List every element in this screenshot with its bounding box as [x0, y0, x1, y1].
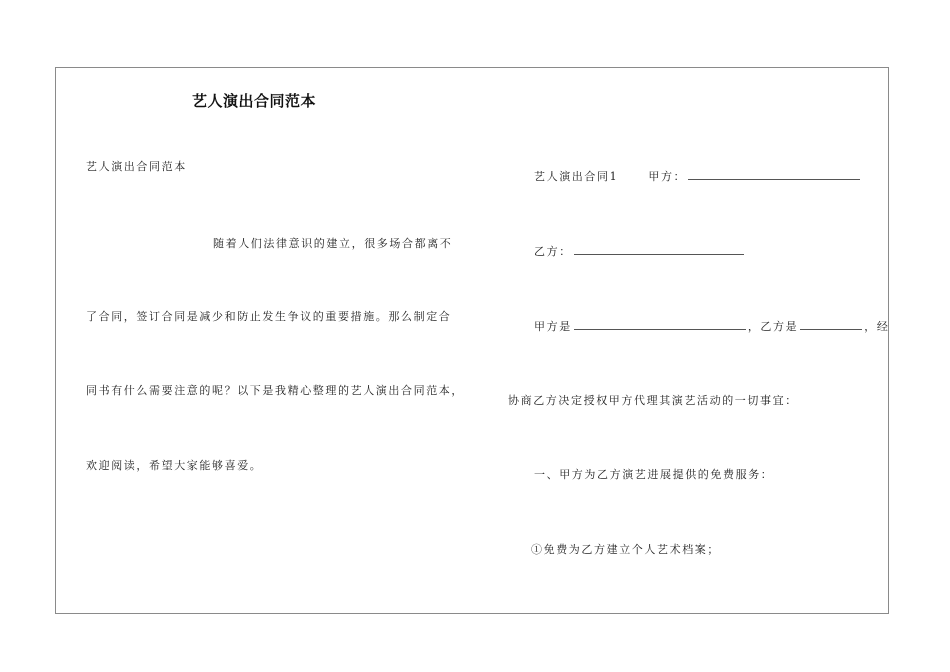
document-page	[55, 67, 889, 614]
clause-part-1: 甲方是	[534, 320, 572, 333]
paragraph-line-1: 随着人们法律意识的建立，很多场合都离不	[213, 237, 453, 250]
party-b-row	[534, 243, 746, 259]
party-a-blank	[688, 168, 860, 180]
clause-line-2: 协商乙方决定授权甲方代理其演艺活动的一切事宜：	[508, 394, 798, 407]
clause-part-3: ，经	[864, 320, 890, 333]
party-a-label: 甲方：	[648, 170, 687, 183]
party-a-name-blank	[574, 318, 746, 330]
clause-part-2: ，乙方是	[747, 320, 799, 333]
party-b-name-blank	[800, 318, 862, 330]
paragraph-line-3: 同书有什么需要注意的呢？以下是我精心整理的艺人演出合同范本，	[86, 384, 464, 397]
paragraph-line-4: 欢迎阅读，希望大家能够喜爱。	[86, 459, 263, 472]
left-subtitle: 艺人演出合同范本	[86, 160, 187, 173]
party-b-label: 乙方：	[534, 245, 572, 258]
section-one-item-1: ①免费为乙方建立个人艺术档案；	[531, 543, 720, 556]
paragraph-line-2: 了合同，签订合同是减少和防止发生争议的重要措施。那么制定合	[86, 310, 452, 323]
contract-heading-row	[534, 168, 862, 184]
contract-heading: 艺人演出合同1	[534, 170, 619, 183]
clause-row	[534, 318, 889, 334]
party-b-blank	[574, 243, 744, 255]
document-title: 艺人演出合同范本	[192, 92, 317, 110]
section-one-heading: 一、甲方为乙方演艺进展提供的免费服务：	[534, 468, 774, 481]
